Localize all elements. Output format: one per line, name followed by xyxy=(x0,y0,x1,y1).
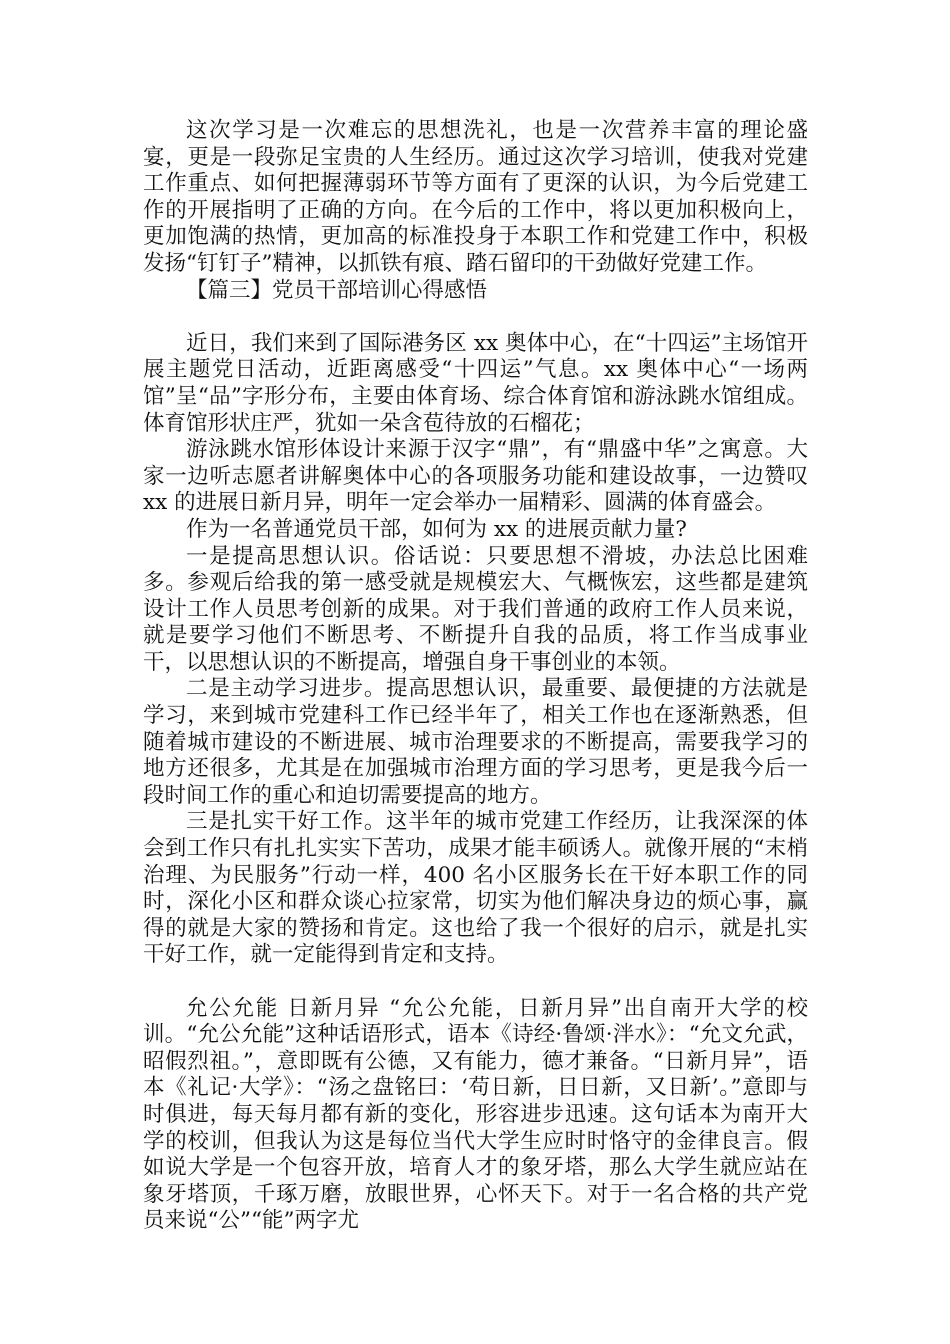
paragraph-question: 作为一名普通党员干部，如何为 xx 的进展贡献力量? xyxy=(186,516,687,542)
document-page xyxy=(143,118,808,1235)
paragraph-swimming-hall: 游泳跳水馆形体设计来源于汉字“鼎”，有“鼎盛中华”之寓意。大家一边听志愿者讲解奥体中心的各项服务功能和建设故事，一边赞叹 xx 的进展日新月异，明年一定会举办一届精彩、圆满的体育盛会。 xyxy=(143,437,808,516)
paragraph-point-three: 三是扎实干好工作。这半年的城市党建工作经历，让我深深的体会到工作只有扎扎实实下苦功，成果才能丰硕诱人。就像开展的“末梢治理、为民服务”行动一样，400 名小区服务长在干好本职工作的同时，深化小区和群众谈心拉家常，切实为他们解决身边的烦心事，赢得的就是大家的赞扬和肯定。这也给了我一个很好的启示，就是扎实干好工作，就一定能得到肯定和支持。 xyxy=(143,809,808,968)
blank-line xyxy=(143,304,808,331)
paragraph-olympic-center-visit: 近日，我们来到了国际港务区 xx 奥体中心，在“十四运”主场馆开展主题党日活动，近距离感受“十四运”气息。xx 奥体中心“一场两馆”呈“品”字形分布，主要由体育场、综合体育馆和游泳跳水馆组成。体育馆形状庄严，犹如一朵含苞待放的石榴花； xyxy=(143,330,808,436)
paragraph-point-one: 一是提高思想认识。俗话说：只要思想不滑坡，办法总比困难多。参观后给我的第一感受就是规模宏大、气概恢宏，这些都是建筑设计工作人员思考创新的成果。对于我们普通的政府工作人员来说，就是要学习他们不断思考、不断提升自我的品质，将工作当成事业干，以思想认识的不断提高，增强自身干事创业的本领。 xyxy=(143,543,808,675)
paragraph-point-two: 二是主动学习进步。提高思想认识，最重要、最便捷的方法就是学习，来到城市党建科工作已经半年了，相关工作也在逐渐熟悉，但随着城市建设的不断进展、城市治理要求的不断提高，需要我学习的地方还很多，尤其是在加强城市治理方面的学习思考，更是我今后一段时间工作的重心和迫切需要提高的地方。 xyxy=(143,676,808,808)
paragraph-nankai-motto: 允公允能 日新月异 “允公允能，日新月异”出自南开大学的校训。“允公允能”这种话语形式，语本《诗经·鲁颂·泮水》：“允文允武，昭假烈祖。”，意即既有公德，又有能力，德才兼备。“日新月异”，语本《礼记·大学》：“汤之盘铭曰：‘苟日新，日日新，又日新’。”意即与时俱进，每天每月都有新的变化，形容进步迅速。这句话本为南开大学的校训，但我认为这是每位当代大学生应时时恪守的金律良言。假如说大学是一个包容开放，培育人才的象牙塔，那么大学生就应站在象牙塔顶，千琢万磨，放眼世界，心怀天下。对于一名合格的共产党员来说“公”“能”两字尤 xyxy=(143,995,808,1234)
paragraph-study-reflection: 这次学习是一次难忘的思想洗礼，也是一次营养丰富的理论盛宴，更是一段弥足宝贵的人生经历。通过这次学习培训，使我对党建工作重点、如何把握薄弱环节等方面有了更深的认识，为今后党建工作的开展指明了正确的方向。在今后的工作中，将以更加积极向上，更加饱满的热情，更加高的标准投身于本职工作和党建工作中，积极发扬“钉钉子”精神，以抓铁有痕、踏石留印的干劲做好党建工作。 xyxy=(143,118,808,276)
blank-line xyxy=(143,969,808,996)
section-heading: 【篇三】党员干部培训心得感悟 xyxy=(186,277,488,303)
